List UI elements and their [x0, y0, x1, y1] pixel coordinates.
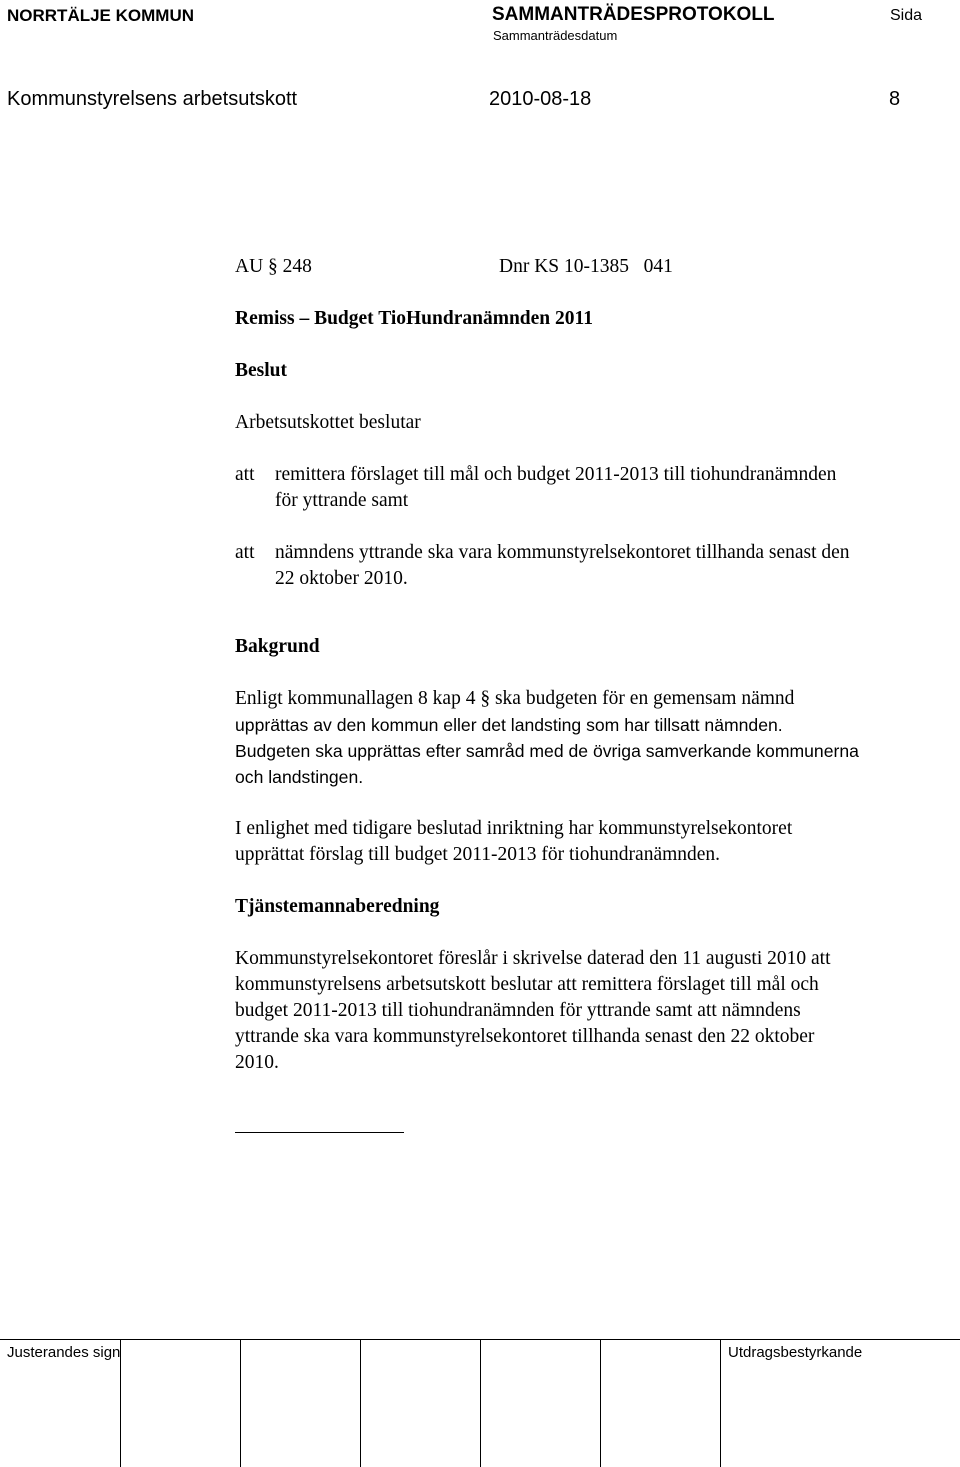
protocol-body [235, 254, 955, 1076]
paragraph-line: Enligt kommunallagen 8 kap 4 § ska budgeten för en gemensam nämnd [235, 688, 795, 709]
section-heading-beslut: Beslut [235, 360, 288, 381]
decision-item-line: remittera förslaget till mål och budget 2011-2013 till tiohundranämnden [275, 464, 837, 485]
preparation-paragraph [235, 946, 955, 1076]
paragraph-number: AU § 248 [235, 256, 312, 277]
background-paragraph [235, 686, 955, 790]
signature-box-divider [240, 1340, 241, 1467]
paragraph-line: upprättas av den kommun eller det landsting som har tillsatt nämnden. [235, 715, 783, 735]
justerandes-sign-label: Justerandes sign [7, 1344, 121, 1361]
page-number: 8 [889, 88, 901, 110]
committee-name: Kommunstyrelsens arbetsutskott [7, 88, 298, 110]
decision-item-line: nämndens yttrande ska vara kommunstyrelsekontoret tillhanda senast den [275, 542, 850, 563]
paragraph-line: upprättat förslag till budget 2011-2013 för tiohundranämnden. [235, 844, 721, 865]
signature-box-divider [600, 1340, 601, 1467]
decision-item-line: för yttrande samt [275, 490, 409, 511]
att-marker: att [235, 464, 255, 485]
paragraph-line: budget 2011-2013 till tiohundranämnden för yttrande samt att nämndens [235, 1000, 801, 1021]
diary-number: Dnr KS 10-1385 041 [499, 256, 673, 277]
signature-box-divider [480, 1340, 481, 1467]
item-title: Remiss – Budget TioHundranämnden 2011 [235, 308, 593, 329]
section-heading-bakgrund: Bakgrund [235, 636, 320, 657]
municipality-name: NORRTÄLJE KOMMUN [7, 6, 194, 25]
document-type: SAMMANTRÄDESPROTOKOLL [492, 4, 775, 25]
meeting-date-label: Sammanträdesdatum [493, 28, 618, 43]
paragraph-line: kommunstyrelsens arbetsutskott beslutar att remittera förslaget till mål och [235, 974, 819, 995]
signature-box-divider [720, 1340, 721, 1467]
paragraph-line: Kommunstyrelsekontoret föreslår i skrivelse daterad den 11 augusti 2010 att [235, 948, 831, 969]
page-label: Sida [890, 7, 923, 24]
decision-item-line: 22 oktober 2010. [275, 568, 408, 589]
att-marker: att [235, 542, 255, 563]
decision-item [235, 462, 955, 514]
decision-item [235, 540, 955, 592]
meeting-date: 2010-08-18 [489, 88, 592, 110]
section-heading-tjansteman: Tjänstemannaberedning [235, 896, 440, 917]
paragraph-line: I enlighet med tidigare beslutad inriktning har kommunstyrelsekontoret [235, 818, 793, 839]
reference-row [235, 254, 955, 280]
paragraph-line: 2010. [235, 1052, 279, 1073]
utdragsbestyrkande-label: Utdragsbestyrkande [728, 1344, 863, 1361]
signature-box-divider [360, 1340, 361, 1467]
paragraph-line: Budgeten ska upprättas efter samråd med de övriga samverkande kommunerna [235, 741, 859, 761]
paragraph-line: yttrande ska vara kommunstyrelsekontoret tillhanda senast den 22 oktober [235, 1026, 815, 1047]
decision-intro: Arbetsutskottet beslutar [235, 412, 421, 433]
background-paragraph [235, 816, 955, 868]
section-end-rule [235, 1132, 404, 1133]
paragraph-line: och landstingen. [235, 767, 364, 787]
